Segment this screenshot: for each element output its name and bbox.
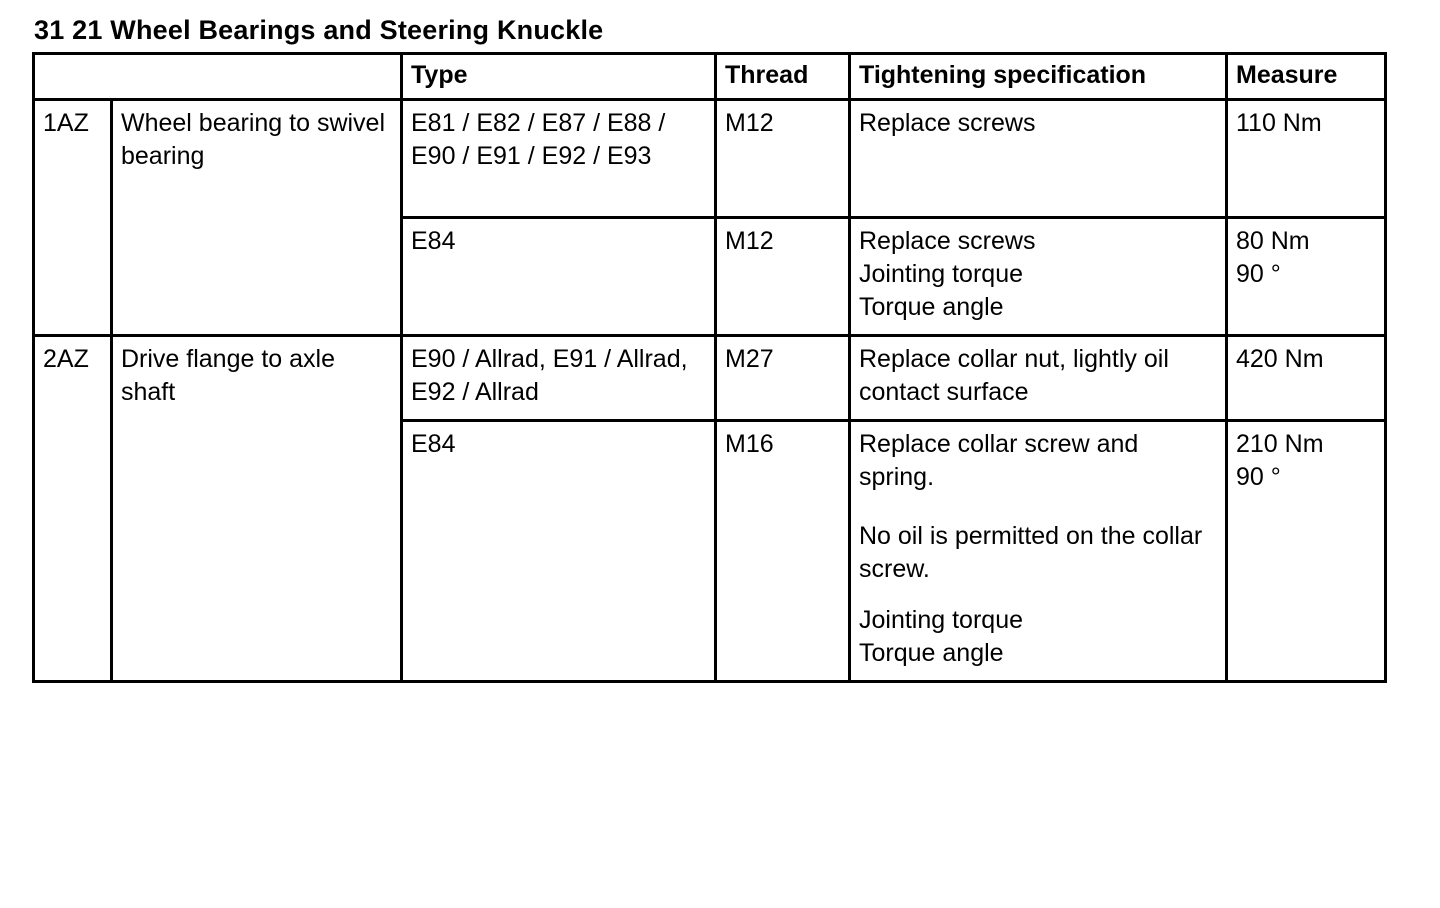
row-measure-cell <box>1227 100 1386 218</box>
measure-line: 420 Nm <box>1236 345 1324 374</box>
row-measure-cell <box>1227 218 1386 336</box>
spec-line: Replace collar screw and spring. <box>859 430 1139 492</box>
row-thread-cell: M27 <box>716 336 850 421</box>
row-spec-cell <box>850 218 1227 336</box>
column-header-type: Type <box>402 54 716 100</box>
row-spec-cell <box>850 336 1227 421</box>
measure-line: 210 Nm <box>1236 430 1324 459</box>
row-description-cell: Wheel bearing to swivel bearing <box>112 100 402 336</box>
row-description-cell: Drive flange to axle shaft <box>112 336 402 682</box>
spec-line: Torque angle <box>859 293 1004 322</box>
row-measure-cell <box>1227 421 1386 682</box>
row-type-cell: E84 <box>402 421 716 682</box>
measure-line: 90 ° <box>1236 260 1281 289</box>
spec-line: Jointing torque <box>859 260 1024 289</box>
torque-specification-table <box>32 52 1387 683</box>
row-spec-cell <box>850 100 1227 218</box>
row-type-cell: E84 <box>402 218 716 336</box>
page-title: 31 21 Wheel Bearings and Steering Knuckle <box>34 15 604 45</box>
row-thread-cell: M16 <box>716 421 850 682</box>
row-thread-cell: M12 <box>716 100 850 218</box>
column-header-blank <box>34 54 402 100</box>
measure-line: 90 ° <box>1236 463 1281 492</box>
row-thread-cell: M12 <box>716 218 850 336</box>
table-header-row <box>34 54 1386 100</box>
row-code-cell: 2AZ <box>34 336 112 682</box>
row-code-cell: 1AZ <box>34 100 112 336</box>
spec-line: Torque angle <box>859 639 1004 668</box>
row-measure-cell <box>1227 336 1386 421</box>
spec-line: Replace screws <box>859 227 1036 256</box>
spec-line: Replace screws <box>859 109 1036 138</box>
table-row <box>34 100 1386 218</box>
spec-line: Jointing torque <box>859 606 1024 635</box>
table-row <box>34 336 1386 421</box>
row-type-cell: E81 / E82 / E87 / E88 / E90 / E91 / E92 / E93 <box>402 100 716 218</box>
spec-line: Replace collar nut, lightly oil contact surface <box>859 345 1169 407</box>
row-spec-cell <box>850 421 1227 682</box>
measure-line: 80 Nm <box>1236 227 1310 256</box>
measure-line: 110 Nm <box>1236 109 1322 138</box>
spec-line: No oil is permitted on the collar screw. <box>859 522 1203 584</box>
column-header-thread: Thread <box>716 54 850 100</box>
column-header-measure: Measure <box>1227 54 1386 100</box>
row-type-cell: E90 / Allrad, E91 / Allrad, E92 / Allrad <box>402 336 716 421</box>
column-header-tightening-specification: Tightening specification <box>850 54 1227 100</box>
